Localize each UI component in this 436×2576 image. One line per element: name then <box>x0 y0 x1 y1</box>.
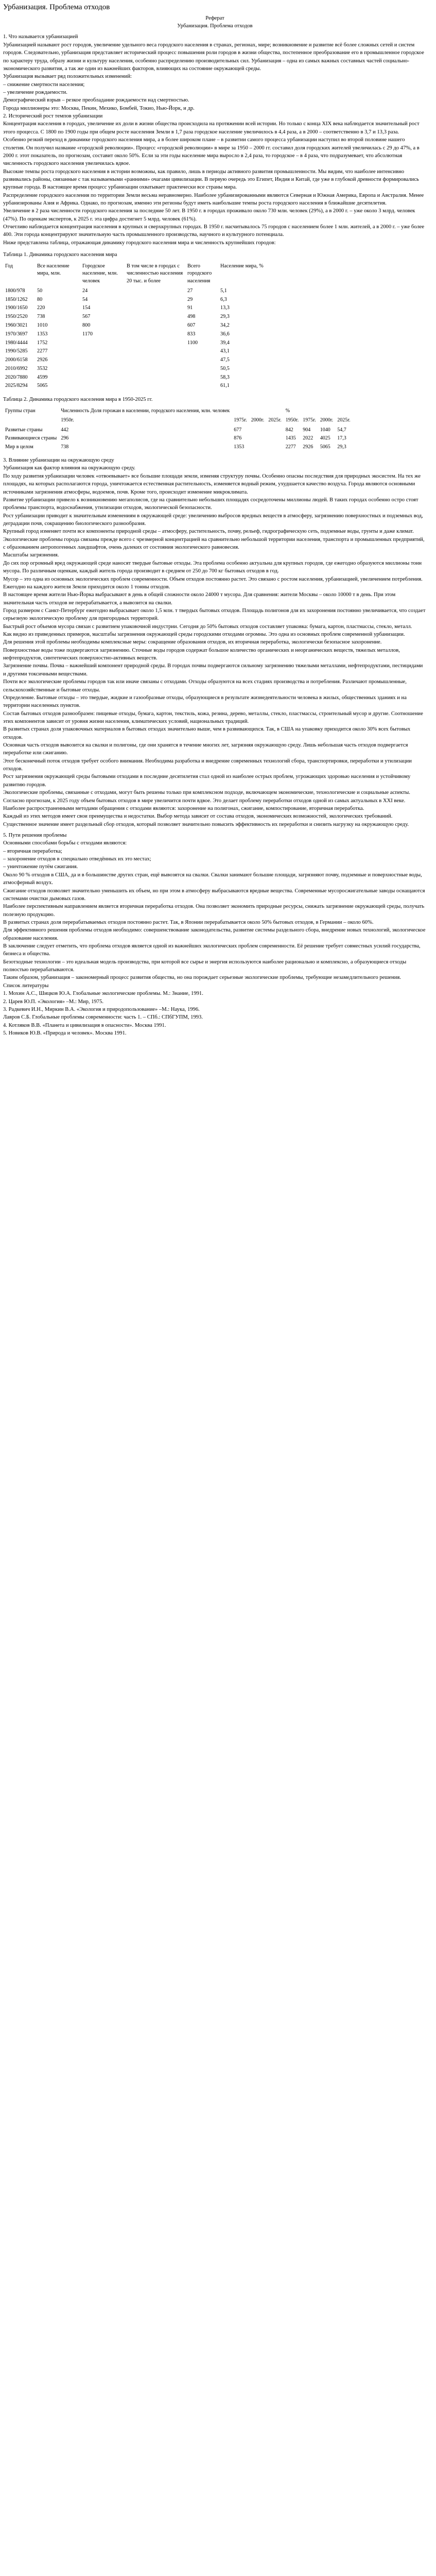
document-title: Урбанизация. Проблема отходов <box>3 3 110 11</box>
table-subheader-cell: 1950г. <box>285 417 299 423</box>
table-cell: 567 <box>82 314 91 320</box>
table-cell: 1950/2520 <box>5 314 28 320</box>
table-header-cell: Все население мира, млн. <box>37 263 69 277</box>
table-cell: 2000/6158 <box>5 357 28 363</box>
table-header-cell: Население мира, % <box>220 263 264 269</box>
table-cell: 27 <box>187 287 193 294</box>
section-1-body <box>3 41 427 247</box>
table-row <box>3 287 266 296</box>
paragraph: 2. Царев Ю.П. «Экология» –М.: Мир, 1975. <box>3 998 104 1005</box>
table-2-body <box>3 426 353 452</box>
table-cell <box>185 382 218 391</box>
paragraph: Около 90 % отходов в США, да и в большинстве других стран, ещё вывозятся на свалки. Свалки занимают большие площади, загрязняют почву, подземные и поверхностные воды, атмосферный воздух. <box>3 872 422 886</box>
table-cell <box>80 339 125 348</box>
table-cell: 1353 <box>37 331 48 337</box>
table-header-cell: Год <box>5 263 13 269</box>
table-cell <box>125 287 185 296</box>
table-cell: 1100 <box>187 340 198 346</box>
paragraph: Таким образом, урбанизация – закономерный процесс развития общества, но она порождает серьезные экологические проблемы, требующие незамедлительного решения. <box>3 975 401 981</box>
section-1-title: 1. Что называется урбанизацией <box>3 34 78 40</box>
table-cell <box>266 434 283 443</box>
paragraph: Существенное значение имеет раздельный сбор отходов, который позволяет значительно повысить эффективность их переработки и снизить нагрузку на окружающую среду. <box>3 821 409 827</box>
section-2-title: 3. Влияние урбанизации на окружающую среду <box>3 457 114 464</box>
table-row <box>3 347 266 356</box>
table-row <box>3 434 353 443</box>
paragraph: Основными способами борьбы с отходами являются: <box>3 840 127 846</box>
paragraph: Урбанизацией называют рост городов, увеличение удельного веса городского населения в странах, регионах, мире; возникновение и развитие всё более сложных сетей и систем городов. Следовательно, урбанизация представляет исторический процесс повышения роли городов в жизни общества, постепенное преобразование его в промышленное городское по характеру труда, образу жизни и культуру населения, особенно распределению производительных сил. Урбанизация – одна из самых важных составных частей социально-экономического развития, а так же один из важнейших факторов, влияющих на состояние окружающей среды. <box>3 42 424 72</box>
paragraph: – уничтожение путём сжигания. <box>3 864 78 870</box>
section-2-body <box>3 464 427 828</box>
paragraph: Рост урбанизации приводит к значительным изменениям в окружающей среде: увеличению выбросов вредных веществ в атмосферу, загрязнению поверхностных и подземных вод, деградации почв, сокращению биологического разнообразия. <box>3 513 423 527</box>
table-cell: 58,3 <box>220 374 230 380</box>
table-cell <box>185 365 218 374</box>
table-cell: 1960/3021 <box>5 323 28 328</box>
table-2-header-row <box>3 407 353 417</box>
table-cell: 800 <box>82 323 91 328</box>
table-cell: 5065 <box>37 383 48 389</box>
document-page <box>0 0 430 1039</box>
paragraph: В заключение следует отметить, что проблема отходов является одной из важнейших экологических проблем современности. Её решение требует совместных усилий государства, бизнеса и общества. <box>3 943 421 957</box>
paragraph: 1. Мохин А.С., Шицков Ю.А. Глобальные экологические проблемы. М.: Знание, 1991. <box>3 991 203 997</box>
table-cell: 34,2 <box>220 323 230 328</box>
table-cell <box>185 374 218 382</box>
table-cell: 607 <box>187 323 196 328</box>
table-cell: Развитые страны <box>5 427 43 433</box>
table-subheader-cell: 1975г. <box>234 417 247 423</box>
table-cell: 24 <box>82 287 88 294</box>
paragraph: Каждый из этих методов имеет свои преимущества и недостатки. Выбор метода зависит от состава отходов, экономических возможностей, экологических требований. <box>3 814 393 820</box>
table-2-subheader-row <box>3 416 353 426</box>
table-cell: 54 <box>82 296 88 302</box>
table-cell: 738 <box>61 444 69 450</box>
table-cell: 1170 <box>82 331 93 337</box>
table-cell: 1752 <box>37 340 48 346</box>
table-row <box>3 296 266 304</box>
table-cell: 80 <box>37 296 43 302</box>
table-cell: 36,6 <box>220 331 230 337</box>
table-header-cell <box>232 407 249 417</box>
table-cell <box>125 356 185 365</box>
table-cell <box>125 374 185 382</box>
table-cell <box>185 356 218 365</box>
paragraph: Наиболее перспективным направлением является вторичная переработка отходов. Она позволяет экономить природные ресурсы, снижать загрязнение окружающей среды, получать полезную продукцию. <box>3 904 425 918</box>
table-header-cell: Городское население, млн. человек <box>82 263 118 284</box>
table-2-caption: Таблица 2. Динамика городского населения мира в 1950-2025 гг. <box>3 397 153 403</box>
table-cell: 498 <box>187 314 196 320</box>
table-cell: 4025 <box>320 435 330 442</box>
paragraph: Почти все экологические проблемы городов так или иначе связаны с отходами. Отходы образуются на всех стадиях производства и потребления. Различают промышленные, сельскохозяйственные и бытовые отходы. <box>3 679 407 693</box>
table-cell: 13,3 <box>220 305 230 311</box>
table-subheader-cell: 1975г. <box>303 417 316 423</box>
table-cell: 29,3 <box>220 314 230 320</box>
paragraph: Как видно из приведенных примеров, масштабы загрязнения окружающей среды городскими отходами огромны. Это одна из основных проблем современной урбанизации. <box>3 632 405 638</box>
table-header-cell: Группы стран <box>5 408 36 414</box>
document-label: Реферат <box>205 15 224 21</box>
paragraph: Поверхностные воды тоже подвергаются загрязнению. Сточные воды городов содержат большое количество органических и неорганических веществ, тяжелых металлов, нефтепродуктов, синтетических поверхностно-активных веществ. <box>3 647 400 662</box>
table-cell: 4599 <box>37 374 48 380</box>
table-1 <box>3 262 266 391</box>
table-header-cell <box>318 407 335 417</box>
table-cell: 54,7 <box>337 427 346 433</box>
table-subheader-cell <box>3 416 59 426</box>
table-subheader-cell: 2000г. <box>320 417 334 423</box>
table-cell: 1040 <box>320 427 330 433</box>
paragraph: Сжигание отходов позволяет значительно уменьшить их объем, но при этом в атмосферу выбрасываются вредные вещества. Современные мусоросжигательные заводы оснащаются системами очистки дымовых газов. <box>3 888 425 902</box>
table-cell: 442 <box>61 427 69 433</box>
paragraph: Согласно прогнозам, к 2025 году объем бытовых отходов в мире увеличится почти вдвое. Это делает проблему переработки отходов одной из самых актуальных в XXI веке. <box>3 798 406 804</box>
table-row <box>3 382 266 391</box>
references <box>3 982 427 1038</box>
paragraph: Урбанизация вызывает ряд положительных изменений: <box>3 74 132 80</box>
table-cell <box>249 434 266 443</box>
table-cell: 5065 <box>320 444 330 450</box>
table-cell <box>125 304 185 313</box>
table-1-caption: Таблица 1. Динамика городского населения мира <box>3 252 117 258</box>
paragraph: Безотходные технологии – это идеальная модель производства, при которой все сырье и энергия используются наиболее рационально и комплексно, а образующиеся отходы полностью перерабатываются. <box>3 959 407 973</box>
table-row <box>3 356 266 365</box>
paragraph: 2. Исторический рост темпов урбанизации <box>3 113 103 120</box>
table-cell: 2926 <box>303 444 313 450</box>
table-cell: 1990/5285 <box>5 348 28 354</box>
table-cell: 50 <box>37 287 43 294</box>
paragraph: 5. Новиков Ю.В. «Природа и человек». Москва 1991. <box>3 1030 127 1036</box>
paragraph: Высокие темпы роста городского населения в истории возможны, как правило, лишь в периоды активного развития промышленности. Мы видим, что наиболее интенсивно развивались районы, связанные с так называемыми «ранними» очагами цивилизации. В первую очередь это Египет, Индия и Китай, где уже в глубокой древности формировались крупные города. В настоящее время процесс урбанизации охватывает практически все страны мира. <box>3 168 419 191</box>
table-cell <box>125 347 185 356</box>
table-cell: 17,3 <box>337 435 346 442</box>
table-cell: 2020/7880 <box>5 374 28 380</box>
paragraph: Отчетливо наблюдается концентрация населения в крупных и сверхкрупных городах. В 1950 г. насчитывалось 75 городов с населением более 1 млн. жителей, а в 2000 г. – уже более 400. Эти города концентрируют значительную часть промышленного производства, научного и культурного потенциала. <box>3 224 425 238</box>
paragraph: До сих пор огромный вред окружающей среде наносят твердые бытовые отходы. Эта проблема особенно актуальна для крупных городов, где ежегодно образуются миллионы тонн мусора. По различным оценкам, каждый житель города производит в среднем от 250 до 700 кг бытовых отходов в год. <box>3 560 422 574</box>
references-list <box>3 990 427 1037</box>
paragraph: Распределение городского населения по территории Земли весьма неравномерно. Наиболее урбанизированными являются Северная и Южная Америка, Европа и Австралия. Менее урбанизированы Азия и Африка. Однако, по прогнозам, именно эти регионы будут иметь наибольшие темпы роста городского населения в ближайшие десятилетия. <box>3 192 424 207</box>
table-subheader-cell: 2025г. <box>268 417 282 423</box>
table-cell: 50,5 <box>220 365 230 371</box>
table-cell <box>266 426 283 435</box>
table-cell: 1353 <box>234 444 245 450</box>
table-cell: 833 <box>187 331 196 337</box>
table-cell: 876 <box>234 435 242 442</box>
table-cell: 2277 <box>285 444 296 450</box>
table-cell <box>125 339 185 348</box>
table-cell: 677 <box>234 427 242 433</box>
paragraph: Масштабы загрязнения. <box>3 552 59 558</box>
table-cell <box>249 426 266 435</box>
paragraph: По ходу развития урбанизации человек «отвоевывает» все большие площади земли, изменяя структуру почвы. Особенно опасны последствия для природных экосистем. На тех же площадях, на которых располагаются города, уничтожается естественная растительность, изменяется водный режим, ухудшается качество воздуха. Города являются основными источниками загрязнения атмосферы, водоемов, почв. Кроме того, происходит изменение микроклимата. <box>3 473 421 495</box>
table-row <box>3 304 266 313</box>
table-cell: Мир в целом <box>5 444 33 450</box>
paragraph: Рост загрязнения окружающей среды бытовыми отходами в последние десятилетия стал одной из наиболее острых проблем, угрожающих здоровью населения и устойчивому развитию городов. <box>3 774 411 788</box>
table-cell: 1970/3697 <box>5 331 28 337</box>
paragraph: Для эффективного решения проблемы отходов необходимо: совершенствование законодательства, развитие системы раздельного сбора, внедрение новых технологий, экологическое образование населения. <box>3 927 426 941</box>
table-cell: 2025/8294 <box>5 383 28 389</box>
references-title: Список литературы <box>3 982 49 989</box>
table-cell: 1435 <box>285 435 296 442</box>
paragraph: 4. Котляков В.В. «Планета и цивилизация в опасности». Москва 1991. <box>3 1022 166 1028</box>
paragraph: Увеличение в 2 раза численности городского населения за последние 50 лет. В 1950 г. в городах проживало около 730 млн. человек (29%), а в 2000 г. – уже около 3 млрд. человек (47%). По оценкам экспертов, к 2025 г. эта цифра достигнет 5 млрд. человек (61%). <box>3 208 415 222</box>
table-header-cell: % <box>285 408 290 414</box>
table-cell: 47,5 <box>220 357 230 363</box>
table-cell <box>185 347 218 356</box>
table-header-cell: Численность Доля горожан в населении, городского населения, млн. человек <box>61 408 230 414</box>
table-cell: 2010/6992 <box>5 365 28 371</box>
table-cell: 43,1 <box>220 348 230 354</box>
table-row <box>3 443 353 452</box>
table-row <box>3 426 353 435</box>
paragraph: Урбанизация как фактор влияния на окружающую среду. <box>3 465 135 471</box>
table-cell: 39,4 <box>220 340 230 346</box>
table-cell: 91 <box>187 305 193 311</box>
table-row <box>3 365 266 374</box>
table-row <box>3 321 266 330</box>
table-cell <box>80 347 125 356</box>
table-cell <box>125 296 185 304</box>
table-row <box>3 339 266 348</box>
paragraph: Основная часть отходов вывозится на свалки и полигоны, где они хранятся в течение многих лет, загрязняя окружающую среду. Лишь небольшая часть отходов подвергается переработке или сжиганию. <box>3 742 408 756</box>
table-header-cell <box>249 407 266 417</box>
paragraph: Загрязнение почвы. Почва – важнейший компонент природной среды. В городах почвы подвергаются сильному загрязнению тяжелыми металлами, нефтепродуктами, пестицидами и другими токсичными веществами. <box>3 663 423 677</box>
paragraph: Быстрый рост объемов мусора связан с развитием упаковочной индустрии. Сегодня до 50% бытовых отходов составляет упаковка: бумага, картон, пластмассы, стекло, металл. <box>3 623 412 630</box>
paragraph: Определение. Бытовые отходы – это твердые, жидкие и газообразные отходы, образующиеся в результате жизнедеятельности человека в жилых, общественных зданиях и на территории населенных пунктов. <box>3 694 407 709</box>
table-row <box>3 313 266 321</box>
paragraph: – увеличение рождаемости. <box>3 89 67 95</box>
table-cell: 5,1 <box>220 287 227 294</box>
table-header-cell <box>301 407 318 417</box>
table-row <box>3 330 266 339</box>
paragraph: – вторичная переработка; <box>3 848 62 854</box>
paragraph: Концентрация населения в городах, увеличение их доли в жизни общества происходила на протяжении всей истории. Но только с конца XIX века наблюдается значительный рост этого процесса. С 1800 по 1900 годы при общем росте населения Земли в 1,7 раза городское население увеличилось в 4,4 раза, а в 2000 – соответственно в 3,7 и 13,3 раза. <box>3 121 420 135</box>
table-subheader-cell: 1950г. <box>61 417 74 423</box>
paragraph: Крупный город изменяет почти все компоненты природной среды – атмосферу, растительность, почву, рельеф, гидрографическую сеть, подземные воды, грунты и даже климат. <box>3 529 414 535</box>
table-cell: 1900/1650 <box>5 305 28 311</box>
table-cell <box>125 313 185 321</box>
table-2 <box>3 407 353 452</box>
table-cell: 61,1 <box>220 383 230 389</box>
table-cell: 29,3 <box>337 444 346 450</box>
table-cell: 1850/1262 <box>5 296 28 302</box>
paragraph: Экологические проблемы, связанные с отходами, могут быть решены только при комплексном подходе, включающем экономические, технологические и социальные аспекты. <box>3 790 410 796</box>
paragraph: Развитие урбанизации привело к возникновению мегаполисов, где на сравнительно небольших площадях сосредоточены миллионы людей. В таких городах особенно остро стоят проблемы транспорта, водоснабжения, утилизации отходов, экологической безопасности. <box>3 497 418 511</box>
table-cell <box>125 382 185 391</box>
paragraph: Мусор – это одна из основных экологических проблем современности. Объем отходов постоянно растет. Это связано с ростом населения, урбанизацией, увеличением потребления. Ежегодно на каждого жителя Земли приходится около 1 тонны отходов. <box>3 576 423 590</box>
paragraph: – захоронение отходов в специально отведённых их это местах; <box>3 856 151 862</box>
table-cell: 842 <box>285 427 293 433</box>
table-header-cell <box>335 407 352 417</box>
paragraph: Демографический взрыв – резкое преобладание рождаемости над смертностью. <box>3 97 189 104</box>
table-cell <box>266 443 283 452</box>
table-row <box>3 374 266 382</box>
paragraph: Лавров С.Б. Глобальные проблемы современности: часть 1. – СПб.: СПбГУПМ, 1993. <box>3 1014 203 1021</box>
table-cell <box>249 443 266 452</box>
paragraph: – снижение смертности населения; <box>3 81 85 88</box>
section-3-body <box>3 839 427 981</box>
paragraph: В настоящее время жители Нью-Йорка выбрасывают в день в общей сложности около 24000 т мусора. Для сравнения: жители Москвы – около 10000 т в день. При этом значительная часть отходов не перерабатывается, а вывозится на свалки. <box>3 592 396 606</box>
table-cell: 154 <box>82 305 91 311</box>
table-cell <box>80 382 125 391</box>
table-subheader-cell: 2025г. <box>337 417 351 423</box>
table-cell <box>80 356 125 365</box>
table-cell: 3532 <box>37 365 48 371</box>
table-cell <box>125 321 185 330</box>
table-cell: 738 <box>37 314 45 320</box>
table-cell: 296 <box>61 435 69 442</box>
table-cell: 2926 <box>37 357 48 363</box>
table-cell: 2277 <box>37 348 48 354</box>
table-header-cell: Всего городского населения <box>187 263 212 284</box>
paragraph: Для решения этой проблемы необходимы комплексные меры: сокращение образования отходов, их вторичная переработка, экологически безопасное захоронение. <box>3 639 382 646</box>
table-cell <box>80 365 125 374</box>
table-cell: 220 <box>37 305 45 311</box>
table-cell: 1800/978 <box>5 287 25 294</box>
table-cell <box>125 330 185 339</box>
section-3-title: 5. Пути решения проблемы <box>3 833 67 838</box>
table-header-cell <box>266 407 283 417</box>
table-1-header-row <box>3 262 266 287</box>
table-cell: 1980/4444 <box>5 340 28 346</box>
paragraph: Особенно резкий переход в динамике городского населения мира, а в более широком плане – в развитии самого процесса урбанизации наступил во второй половине нашего столетия. Он получил название «городской революции». Процесс «городской революции» в мире за 1950 – 2000 гг. составил доля городских жителей увеличилась с 29 до 47%, а в 2000 г. этот показатель, по прогнозам, составит около 50%. Если за эти годы население мира выросло в 2,4 раза, то городское – в 4 раза, что подразумевает, что абсолютная численность городского населения увеличилась вдвое. <box>3 137 420 167</box>
paragraph: В развитых странах доля упаковочных материалов в бытовых отходах значительно выше, чем в развивающихся. Так, в США на упаковку приходится около 30% всех бытовых отходов. <box>3 726 411 740</box>
paragraph: Наиболее распространенными методами обращения с отходами являются: захоронение на полигонах, сжигание, компостирование, вторичная переработка. <box>3 805 364 811</box>
paragraph: Ниже представлена таблица, отражающая динамику городского населения мира и численность крупнейших городов: <box>3 240 276 246</box>
table-cell: 29 <box>187 296 193 302</box>
table-subheader-cell: 2000г. <box>251 417 265 423</box>
paragraph: 3. Радкевич И.Н., Миркин В.А. «Экология и природопользование» –М.: Наука, 1996. <box>3 1006 200 1012</box>
table-cell: 904 <box>303 427 311 433</box>
table-cell: 2022 <box>303 435 313 442</box>
table-header-cell: В том числе в городах с численностью населения 20 тыс. и более <box>127 263 183 284</box>
paragraph: Города миллионеры это: Москва, Пекин, Мехико, Бомбей, Токио, Нью-Йорк, и др. <box>3 105 195 111</box>
document-subtitle: Урбанизация. Проблема отходов <box>177 23 253 29</box>
table-cell: Развивающиеся страны <box>5 435 57 442</box>
table-cell <box>125 365 185 374</box>
paragraph: Экологические проблемы города связаны прежде всего с чрезмерной концентрацией на сравнительно небольшой территории населения, транспорта и промышленных предприятий, с образованием антропогенных ландшафтов, очень далеких от состояния экологического равновесия. <box>3 536 425 551</box>
paragraph: Состав бытовых отходов разнообразен: пищевые отходы, бумага, картон, текстиль, кожа, резина, дерево, металлы, стекло, пластмассы, строительный мусор и другие. Соотношение этих компонентов зависит от уровня жизни населения, климатических условий, национальных традиций. <box>3 710 423 724</box>
table-1-body <box>3 287 266 391</box>
paragraph: Этот бесконечный поток отходов требует особого внимания. Необходима разработка и внедрение современных технологий сбора, транспортировки, переработки и утилизации отходов. <box>3 758 412 772</box>
paragraph: Город размером с Санкт-Петербург ежегодно выбрасывает около 1,5 млн. т твердых бытовых отходов. Площадь полигонов для их захоронения постоянно увеличивается, что создает серьезную экологическую проблему для пригородных территорий. <box>3 607 426 622</box>
table-cell: 1010 <box>37 323 48 328</box>
table-cell: 6,3 <box>220 296 227 302</box>
paragraph: В развитых странах доля перерабатываемых отходов постоянно растет. Так, в Японии перерабатывается около 50% бытовых отходов, в Германии – около 60%. <box>3 919 374 925</box>
table-cell <box>80 374 125 382</box>
